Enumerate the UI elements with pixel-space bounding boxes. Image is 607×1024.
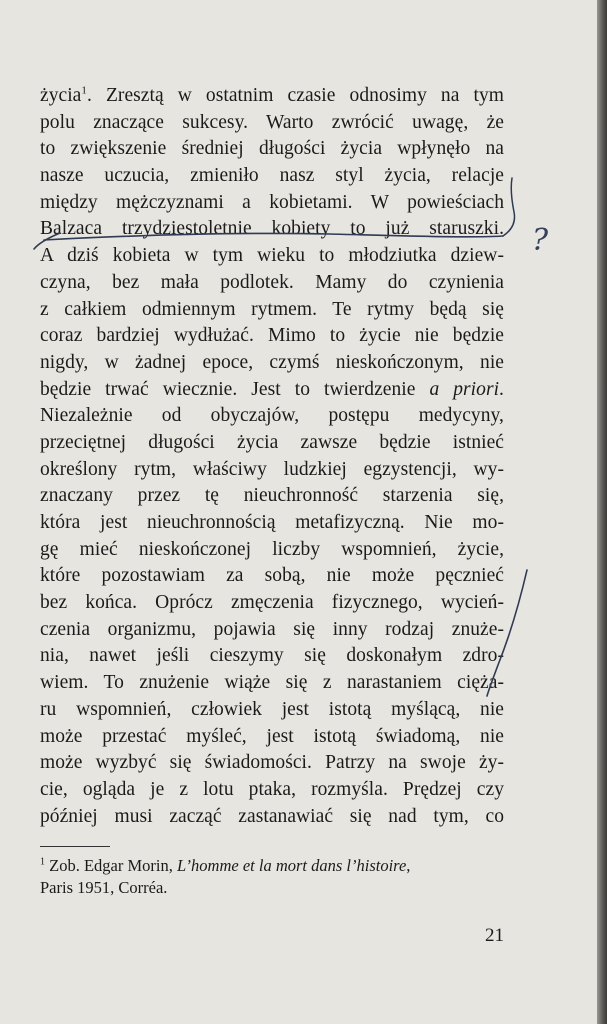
text-line-1: życia$^1$. Zresztą w ostatnim czasie odnosimy na tym — [40, 84, 504, 106]
page-edge — [597, 0, 607, 1024]
text-line-5: między mężczyznami a kobietami. W powieściach — [40, 191, 504, 213]
text-line-8: czyna, bez mała podlotek. Mamy do czynienia — [40, 271, 504, 293]
footnote — [40, 855, 504, 899]
text-line-17: która jest nieuchronnością metafizyczną. Nie mo- — [40, 512, 504, 533]
text-line-24: ru wspomnień, człowiek jest istotą myślącą, nie — [40, 698, 504, 720]
footnote-divider — [40, 846, 110, 847]
text-line-10: coraz bardziej wydłużać. Mimo to życie nie będzie — [40, 325, 504, 347]
footnote-title: L’homme et la mort dans l’histoire — [176, 856, 407, 875]
text-line-3: to zwiększenie średniej długości życia wpłynęło na — [40, 138, 504, 160]
text-line-23: wiem. To znużenie wiąże się z narastaniem cięża- — [40, 672, 504, 694]
margin-question-mark: ? — [532, 223, 549, 258]
text-line-21: czenia organizmu, pojawia się inny rodzaj znuże- — [40, 618, 504, 640]
footnote-number: 1 — [40, 856, 45, 868]
italic-a-priori: a priori — [429, 378, 500, 400]
text-line-28: później musi zacząć zastanawiać się nad tym, co — [40, 805, 504, 827]
text-line-20: bez końca. Oprócz zmęczenia fizycznego, wycień- — [40, 592, 504, 614]
text-line-18: gę mieć nieskończonej liczby wspomnień, życie, — [40, 538, 504, 560]
text-line-12: będzie trwać wiecznie. Jest to twierdzenie a priori. — [40, 378, 504, 400]
text-line-4: nasze uczucia, zmieniło nasz styl życia, relacje — [40, 165, 504, 187]
text-line-22: nia, nawet jeśli cieszymy się doskonałym zdro- — [40, 645, 504, 667]
footnote-line-1: $^1$ Zob. Edgar Morin, L’homme et la mort dans l’histoire, — [40, 856, 411, 875]
text-line-15: określony rytm, właściwy ludzkiej egzystencji, wy- — [40, 458, 504, 480]
text-line-27: cie, ogląda je z lotu ptaka, rozmyśla. Prędzej czy — [40, 778, 504, 800]
bracket-arc-stroke — [503, 178, 515, 236]
body-text — [40, 83, 504, 830]
text-line-13: Niezależnie od obyczajów, postępu medycyny, — [40, 405, 504, 427]
text-line-7: A dziś kobieta w tym wieku to młodziutka dziew- — [40, 245, 504, 267]
footnote-reference[interactable]: 1 — [81, 84, 87, 97]
text-line-6: Balzaca trzydziestoletnie kobiety to już staruszki. — [40, 218, 504, 240]
text-line-25: może przestać myśleć, jest istotą świadomą, nie — [40, 725, 504, 747]
text-line-9: z całkiem odmiennym rytmem. Te rytmy będą się — [40, 298, 504, 320]
text-line-16: znaczany przez tę nieuchronność starzenia się, — [40, 485, 504, 507]
text-line-19: które pozostawiam za sobą, nie może pęcznieć — [40, 565, 504, 587]
text-line-26: może wyzbyć się świadomości. Patrzy na swoje ży- — [40, 752, 504, 774]
text-line-2: polu znaczące sukcesy. Warto zwrócić uwagę, że — [40, 111, 504, 133]
page-number: 21 — [485, 925, 504, 946]
text-line-14: przeciętnej długości życia zawsze będzie istnieć — [40, 431, 504, 453]
text-line-11: nigdy, w żadnej epoce, czymś nieskończonym, nie — [40, 351, 504, 373]
footnote-line-2: Paris 1951, Corréa. — [40, 878, 168, 897]
